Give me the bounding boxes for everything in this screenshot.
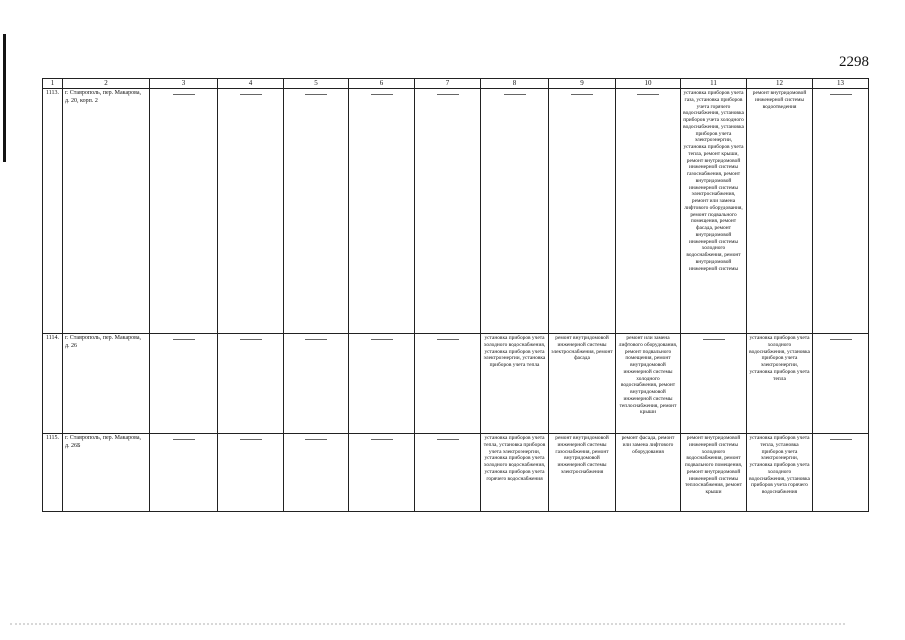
empty-cell-dash [549, 89, 616, 334]
empty-cell-dash [349, 334, 415, 434]
work-cell: ремонт внутридомовой инженерной системы электроснабжения, ремонт фасада [549, 334, 616, 434]
col-header: 12 [747, 79, 813, 89]
empty-cell-dash [415, 334, 481, 434]
col-header: 13 [813, 79, 869, 89]
empty-cell-dash [813, 334, 869, 434]
work-cell: ремонт или замена лифтового оборудования, ремонт подвального помещения, ремонт внутридомовой инженерной системы холодного водоснабжения, ремонт внутридомовой инженерной системы теплоснабжения, ремонт крыши [616, 334, 681, 434]
work-cell: установка приборов учета тепла, установка приборов учета электроэнергии, установка приборов учета холодного водоснабжения, установка приборов учета горячего водоснабжения [481, 434, 549, 512]
empty-cell-dash [349, 434, 415, 512]
col-header: 9 [549, 79, 616, 89]
empty-cell-dash [681, 334, 747, 434]
empty-cell-dash [349, 89, 415, 334]
col-header: 11 [681, 79, 747, 89]
work-cell: установка приборов учета газа, установка приборов учета горячего водоснабжения, установка приборов учета холодного водоснабжения, установка приборов учета электроэнергии, установка приборов учета тепла, ремонт крыши, ремонт внутридомовой инженерной системы газоснабжения, ремонт внутридомовой инженерной системы электроснабжения, ремонт или замена лифтового оборудования, ремонт подвального помещения, ремонт фасада, ремонт внутридомовой инженерной системы холодного водоснабжения, ремонт внутридомовой инженерной системы [681, 89, 747, 334]
empty-cell-dash [481, 89, 549, 334]
empty-cell-dash [616, 89, 681, 334]
work-cell: установка приборов учета тепла, установка приборов учета электроэнергии, установка приборов учета холодного водоснабжения, установка приборов учета горячего водоснабжения [747, 434, 813, 512]
col-header: 3 [150, 79, 218, 89]
empty-cell-dash [218, 434, 284, 512]
scan-edge-mark [3, 34, 6, 162]
col-header: 2 [63, 79, 150, 89]
repair-schedule-table [42, 78, 869, 512]
work-cell: установка приборов учета холодного водоснабжения, установка приборов учета электроэнергии, установка приборов учета тепла [481, 334, 549, 434]
empty-cell-dash [284, 89, 349, 334]
empty-cell-dash [218, 334, 284, 434]
table-row [43, 89, 869, 334]
row-number: 1113. [43, 89, 63, 334]
col-header: 8 [481, 79, 549, 89]
col-header: 5 [284, 79, 349, 89]
col-header: 6 [349, 79, 415, 89]
empty-cell-dash [150, 434, 218, 512]
empty-cell-dash [415, 434, 481, 512]
row-number: 1114. [43, 334, 63, 434]
table-row [43, 434, 869, 512]
page-number: 2298 [839, 54, 869, 70]
empty-cell-dash [284, 434, 349, 512]
empty-cell-dash [218, 89, 284, 334]
work-cell: ремонт внутридомовой инженерной системы газоснабжения, ремонт внутридомовой инженерной системы электроснабжения [549, 434, 616, 512]
table-row [43, 334, 869, 434]
row-number: 1115. [43, 434, 63, 512]
work-cell: установка приборов учета холодного водоснабжения, установка приборов учета электроэнергии, установка приборов учета тепла [747, 334, 813, 434]
work-cell: ремонт внутридомовой инженерной системы холодного водоснабжения, ремонт подвального помещения, ремонт внутридомовой инженерной системы теплоснабжения, ремонт крыши [681, 434, 747, 512]
col-header: 4 [218, 79, 284, 89]
empty-cell-dash [150, 89, 218, 334]
col-header: 1 [43, 79, 63, 89]
empty-cell-dash [284, 334, 349, 434]
row-address: г. Ставрополь, пер. Макарова, д. 26Б [63, 434, 150, 512]
row-address: г. Ставрополь, пер. Макарова, д. 26 [63, 334, 150, 434]
header-row [43, 79, 869, 89]
scan-noise [10, 617, 845, 625]
row-address: г. Ставрополь, пер. Макарова, д. 20, корп. 2 [63, 89, 150, 334]
work-cell: ремонт внутридомовой инженерной системы водоотведения [747, 89, 813, 334]
empty-cell-dash [813, 434, 869, 512]
empty-cell-dash [813, 89, 869, 334]
col-header: 10 [616, 79, 681, 89]
empty-cell-dash [415, 89, 481, 334]
work-cell: ремонт фасада, ремонт или замена лифтового оборудования [616, 434, 681, 512]
col-header: 7 [415, 79, 481, 89]
empty-cell-dash [150, 334, 218, 434]
